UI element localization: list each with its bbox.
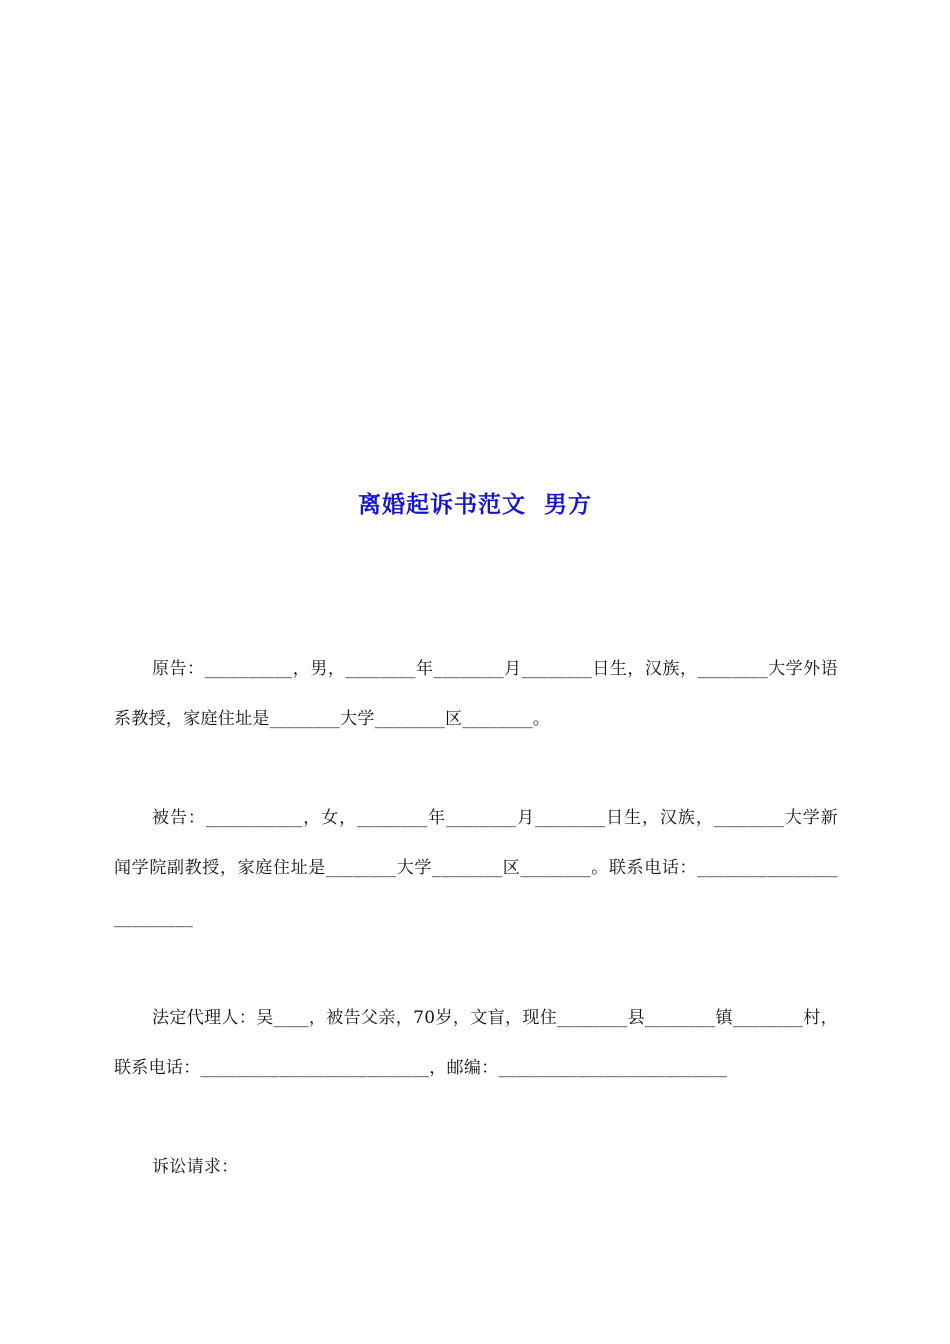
legal-representative-paragraph: 法定代理人：吴____，被告父亲，70岁，文盲，现住________县________镇________村，联系电话：__________________________，邮编：__________________________ bbox=[114, 1008, 838, 1078]
plaintiff-paragraph: 原告：__________，男，________年________月________日生，汉族，________大学外语系教授，家庭住址是________大学________区________。 bbox=[114, 659, 838, 729]
claims-heading: 诉讼请求： bbox=[152, 1157, 239, 1177]
document-title: 离婚起诉书范文 男方 bbox=[357, 491, 592, 518]
defendant-paragraph: 被告：___________，女，________年________月________日生，汉族，________大学新闻学院副教授，家庭住址是________大学________区________。联系电话：_________________________ bbox=[114, 808, 838, 928]
